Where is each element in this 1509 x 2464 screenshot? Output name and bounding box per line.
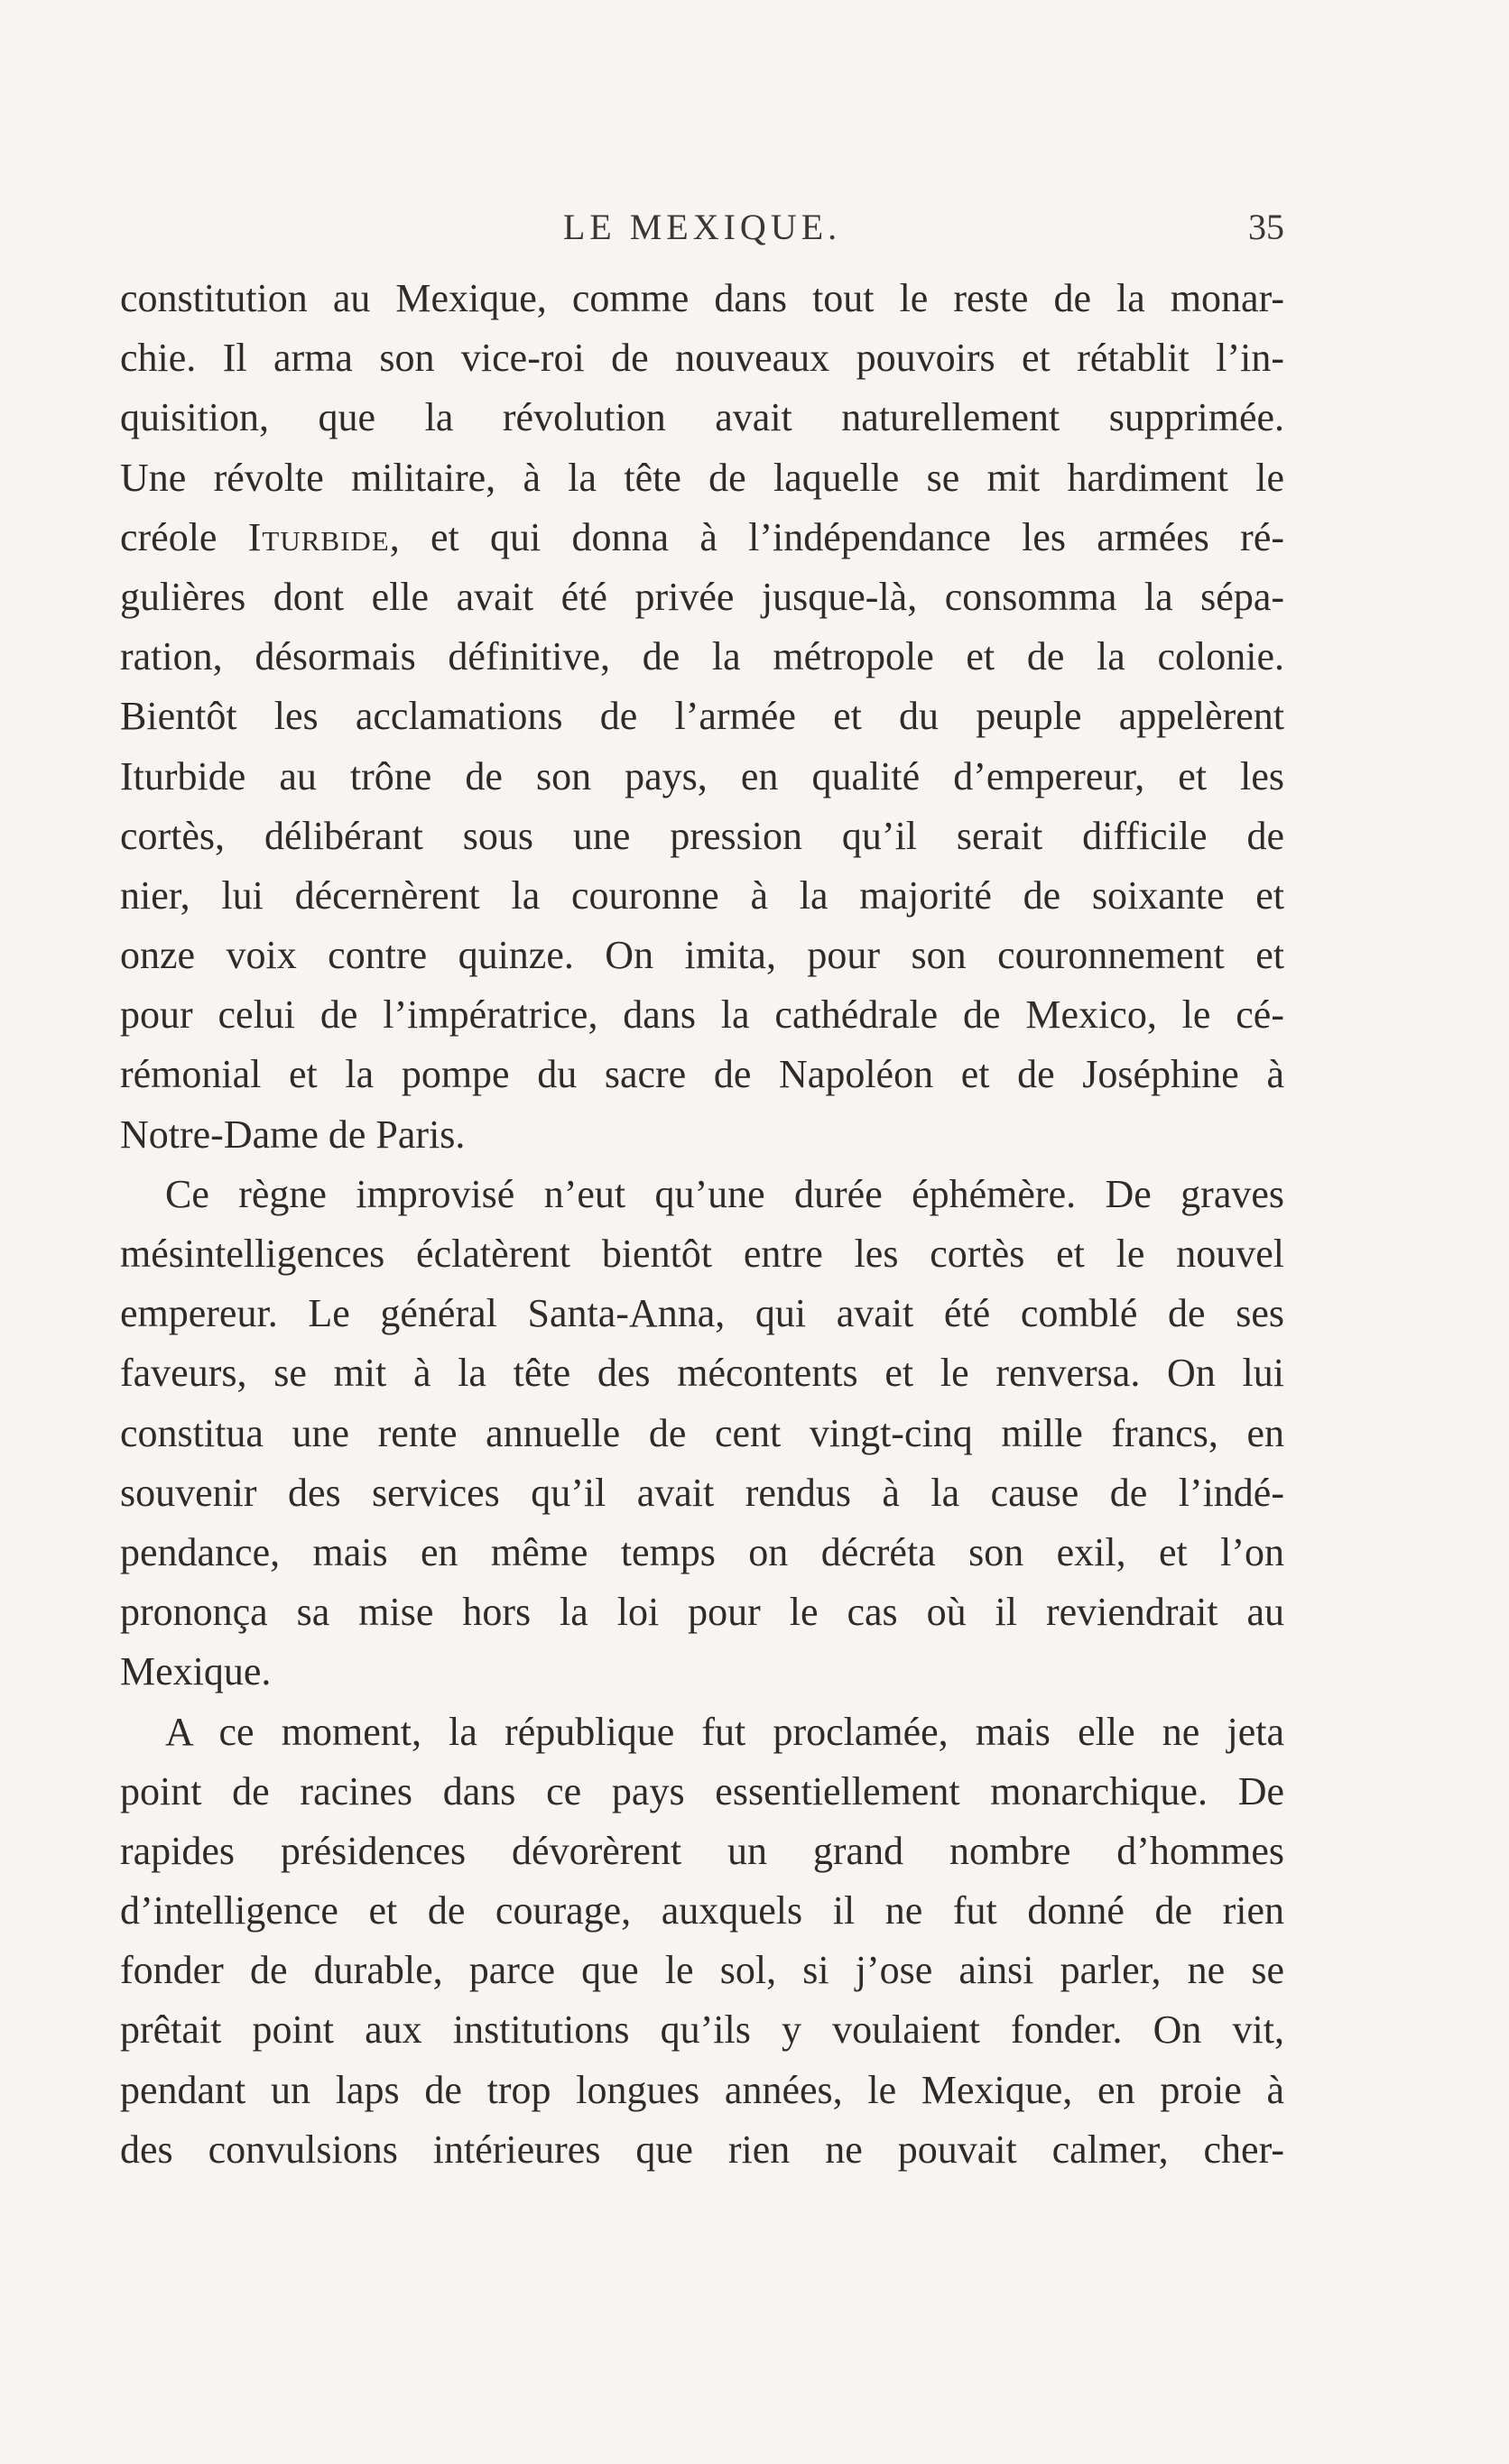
text-line: des convulsions intérieures que rien ne pouvait calmer, cher- xyxy=(120,2127,1284,2172)
text-line: pour celui de l’impératrice, dans la cathédrale de Mexico, le cé- xyxy=(120,992,1284,1038)
text-line: constitution au Mexique, comme dans tout le reste de la monar- xyxy=(120,276,1284,320)
text-line: A ce moment, la république fut proclamée, mais elle ne jeta xyxy=(165,1709,1284,1754)
proper-name-iturbide: Iturbide xyxy=(247,514,390,559)
text-line: nier, lui décernèrent la couronne à la majorité de soixante et xyxy=(120,872,1284,918)
body-text xyxy=(120,269,1284,2180)
text-line: quisition, que la révolution avait naturellement supprimée. xyxy=(120,395,1284,440)
text-line: gulières dont elle avait été privée jusque-là, consomma la sépa- xyxy=(120,574,1284,619)
text-line: point de racines dans ce pays essentiellement monarchique. De xyxy=(120,1768,1284,1813)
text-line: empereur. Le général Santa-Anna, qui avait été comblé de ses xyxy=(120,1291,1284,1336)
text-line: cortès, délibérant sous une pression qu’il serait difficile de xyxy=(120,813,1284,858)
text-line: Ce règne improvisé n’eut qu’une durée éphémère. De graves xyxy=(165,1171,1284,1216)
text-line: Notre-Dame de Paris. xyxy=(120,1112,466,1157)
text-line: chie. Il arma son vice-roi de nouveaux pouvoirs et rétablit l’in- xyxy=(120,336,1284,381)
running-head xyxy=(120,206,1284,260)
text-line: Une révolte militaire, à la tête de laquelle se mit hardiment le xyxy=(120,455,1284,500)
text-line: rapides présidences dévorèrent un grand nombre d’hommes xyxy=(120,1828,1284,1873)
text-line-end: , et qui donna à l’indépendance les armées ré- xyxy=(389,514,1284,559)
text-line: pendance, mais en même temps on décréta son exil, et l’on xyxy=(120,1529,1284,1574)
text-line xyxy=(120,508,1284,568)
text-line: pendant un laps de trop longues années, le Mexique, en proie à xyxy=(120,2067,1284,2112)
text-line: constitua une rente annuelle de cent vingt-cinq mille francs, en xyxy=(120,1410,1284,1455)
text-line: prononça sa mise hors la loi pour le cas où il reviendrait au xyxy=(120,1590,1284,1635)
text-line: Iturbide au trône de son pays, en qualité d’empereur, et les xyxy=(120,753,1284,798)
text-line: faveurs, se mit à la tête des mécontents et le renversa. On lui xyxy=(120,1351,1284,1396)
text-line: souvenir des services qu’il avait rendus à la cause de l’indé- xyxy=(120,1470,1284,1515)
text-line-start: créole xyxy=(120,514,248,559)
text-line: rémonial et la pompe du sacre de Napoléon et de Joséphine à xyxy=(120,1052,1284,1097)
text-line: d’intelligence et de courage, auxquels il ne fut donné de rien xyxy=(120,1888,1284,1933)
page-number: 35 xyxy=(1248,207,1284,247)
text-line: ration, désormais définitive, de la métropole et de la colonie. xyxy=(120,634,1284,679)
running-title: LE MEXIQUE. xyxy=(562,207,842,247)
text-line: onze voix contre quinze. On imita, pour son couronnement et xyxy=(120,933,1284,978)
text-line: Bientôt les acclamations de l’armée et du peuple appelèrent xyxy=(120,694,1284,739)
text-line: Mexique. xyxy=(120,1649,272,1694)
text-line: prêtait point aux institutions qu’ils y voulaient fonder. On vit, xyxy=(120,2007,1284,2053)
text-line: fonder de durable, parce que le sol, si j’ose ainsi parler, ne se xyxy=(120,1948,1284,1993)
text-line: mésintelligences éclatèrent bientôt entre les cortès et le nouvel xyxy=(120,1232,1284,1276)
